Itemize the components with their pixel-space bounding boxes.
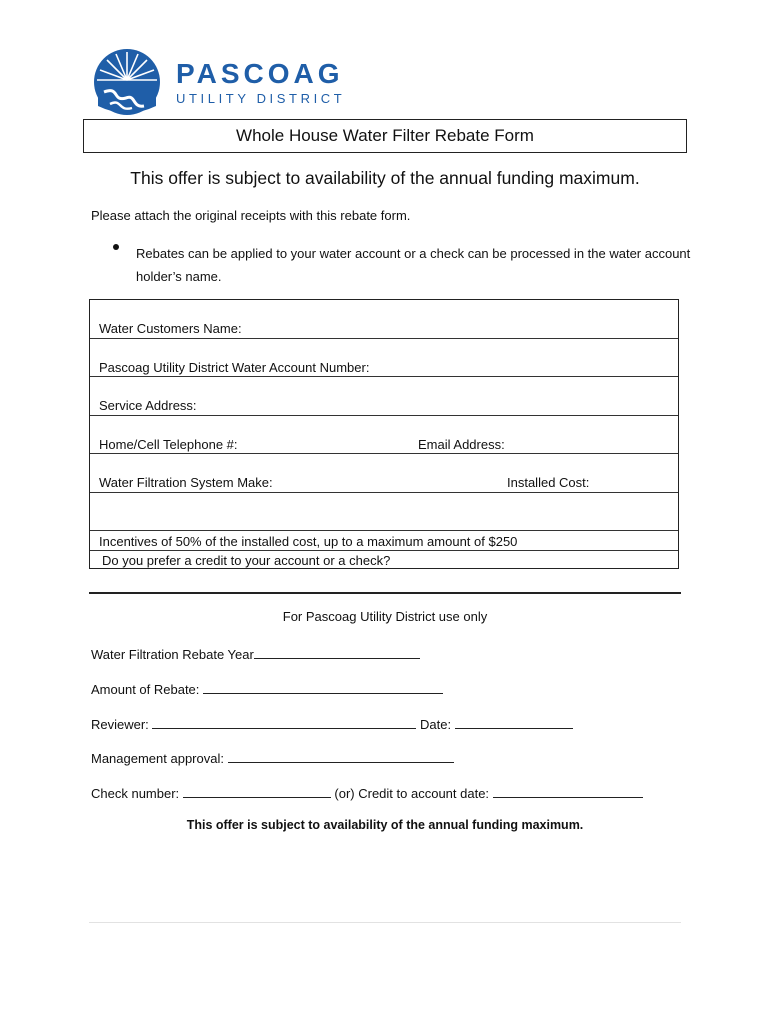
rebate-year-row xyxy=(91,644,420,662)
date-label: Date: xyxy=(420,717,452,732)
installed-cost-field[interactable]: Installed Cost: xyxy=(507,475,590,490)
date-input[interactable] xyxy=(455,714,573,729)
pascoag-sunburst-logo-icon xyxy=(92,46,162,118)
management-input[interactable] xyxy=(228,748,454,763)
availability-subtitle: This offer is subject to availability of the annual funding maximum. xyxy=(130,168,640,188)
rebate-year-label: Water Filtration Rebate Year xyxy=(91,647,254,662)
check-row xyxy=(91,783,643,801)
check-input[interactable] xyxy=(183,783,331,798)
page-end-divider xyxy=(89,922,681,923)
form-title: Whole House Water Filter Rebate Form xyxy=(83,119,687,153)
amount-label: Amount of Rebate: xyxy=(91,682,200,697)
rebate-year-input[interactable] xyxy=(254,644,420,659)
service-address-field[interactable]: Service Address: xyxy=(99,398,197,413)
brand-name: PASCOAG xyxy=(176,58,344,89)
credit-date-input[interactable] xyxy=(493,783,643,798)
amount-row xyxy=(91,679,443,697)
reviewer-row xyxy=(91,714,573,732)
table-row-divider xyxy=(90,530,678,531)
table-row-divider xyxy=(90,492,678,493)
table-row-divider xyxy=(90,550,678,551)
table-row-divider xyxy=(90,376,678,377)
management-row xyxy=(91,748,454,766)
brand-subtitle: UTILITY DISTRICT xyxy=(176,91,346,106)
rebate-bullet: Rebates can be applied to your water account or a check can be processed in the water account holder’s name. xyxy=(136,246,691,284)
table-row-divider xyxy=(90,453,678,454)
bullet-icon xyxy=(113,244,119,250)
section-divider xyxy=(89,592,681,594)
receipt-instruction: Please attach the original receipts with this rebate form. xyxy=(91,208,411,223)
payment-preference-field[interactable]: Do you prefer a credit to your account or a check? xyxy=(102,553,391,568)
telephone-field[interactable]: Home/Cell Telephone #: xyxy=(99,437,238,452)
management-label: Management approval: xyxy=(91,751,224,766)
table-row-divider xyxy=(90,415,678,416)
reviewer-input[interactable] xyxy=(152,714,416,729)
email-field[interactable]: Email Address: xyxy=(418,437,505,452)
footer-note: This offer is subject to availability of the annual funding maximum. xyxy=(186,818,584,832)
system-make-field[interactable]: Water Filtration System Make: xyxy=(99,475,273,490)
office-use-heading: For Pascoag Utility District use only xyxy=(282,609,488,624)
check-label: Check number: xyxy=(91,786,180,801)
customer-name-field[interactable]: Water Customers Name: xyxy=(99,321,242,336)
incentive-note: Incentives of 50% of the installed cost, up to a maximum amount of $250 xyxy=(99,534,518,549)
amount-input[interactable] xyxy=(203,679,443,694)
credit-label: (or) Credit to account date: xyxy=(334,786,490,801)
table-row-divider xyxy=(90,338,678,339)
reviewer-label: Reviewer: xyxy=(91,717,149,732)
account-number-field[interactable]: Pascoag Utility District Water Account Number: xyxy=(99,360,370,375)
customer-info-table xyxy=(89,299,679,569)
